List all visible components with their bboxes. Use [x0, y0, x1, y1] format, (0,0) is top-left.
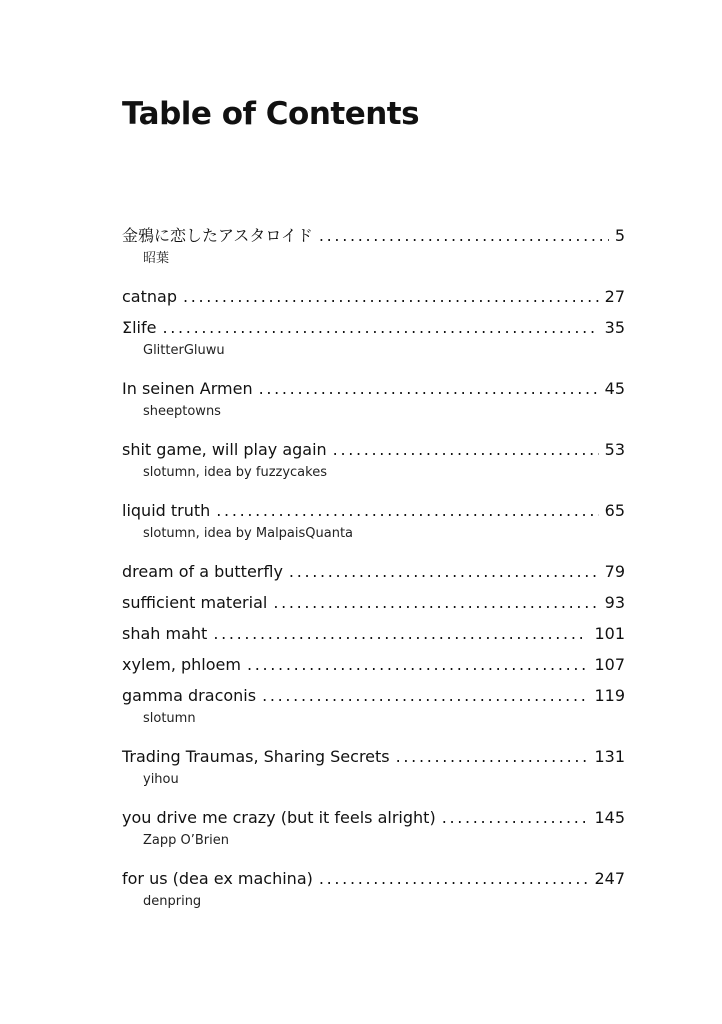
dot-leader [289, 558, 599, 585]
dot-leader [319, 222, 609, 249]
dot-leader [319, 865, 589, 892]
entry-title: for us (dea ex machina) [122, 869, 313, 888]
entry-title: shah maht [122, 624, 208, 643]
toc-entry [122, 497, 625, 544]
dot-leader [333, 436, 599, 463]
page-number: 247 [594, 869, 625, 888]
toc-line[interactable] [122, 558, 625, 585]
toc-entry [122, 314, 625, 361]
toc-line[interactable] [122, 436, 625, 463]
page-number: 119 [594, 686, 625, 705]
dot-leader [216, 497, 598, 524]
toc-entry [122, 620, 625, 647]
toc-line[interactable] [122, 283, 625, 310]
entry-title: xylem, phloem [122, 655, 241, 674]
toc-entry [122, 804, 625, 851]
dot-leader [273, 589, 598, 616]
page-number: 65 [604, 501, 625, 520]
entry-author: GlitterGluwu [143, 343, 225, 358]
dot-leader [213, 620, 588, 647]
toc-line[interactable] [122, 682, 625, 709]
entry-title: liquid truth [122, 501, 211, 520]
page-number: 53 [604, 440, 625, 459]
toc-line[interactable] [122, 314, 625, 341]
entry-title: catnap [122, 287, 177, 306]
toc-entry [122, 589, 625, 616]
entry-title: Σlife [122, 318, 157, 337]
entry-author: 昭葉 [143, 251, 170, 266]
toc-line[interactable] [122, 497, 625, 524]
entry-author: Zapp O’Brien [143, 833, 229, 848]
toc-entry [122, 865, 625, 912]
toc-line[interactable] [122, 620, 625, 647]
toc-entry [122, 651, 625, 678]
toc-entry [122, 743, 625, 790]
toc-entry [122, 682, 625, 729]
page-number: 35 [604, 318, 625, 337]
dot-leader [259, 375, 599, 402]
page-number: 45 [604, 379, 625, 398]
dot-leader [183, 283, 599, 310]
entry-title: shit game, will play again [122, 440, 327, 459]
toc-line[interactable] [122, 222, 625, 249]
toc-line[interactable] [122, 589, 625, 616]
entry-title: In seinen Armen [122, 379, 253, 398]
page-number: 27 [604, 287, 625, 306]
page-number: 93 [604, 593, 625, 612]
dot-leader [262, 682, 588, 709]
page-number: 79 [604, 562, 625, 581]
toc-entry [122, 222, 625, 269]
toc-line[interactable] [122, 375, 625, 402]
toc-entry [122, 375, 625, 422]
page-title: Table of Contents [122, 96, 420, 132]
dot-leader [442, 804, 589, 831]
entry-author: denpring [143, 894, 202, 909]
entry-author: sheeptowns [143, 404, 221, 419]
table-of-contents [122, 222, 625, 912]
entry-author: slotumn, idea by MalpaisQuanta [143, 526, 354, 541]
dot-leader [162, 314, 598, 341]
toc-line[interactable] [122, 743, 625, 770]
toc-entry [122, 283, 625, 310]
entry-author: slotumn, idea by fuzzycakes [143, 465, 327, 480]
entry-title: you drive me crazy (but it feels alright) [122, 808, 436, 827]
page-number: 107 [594, 655, 625, 674]
entry-title: Trading Traumas, Sharing Secrets [122, 747, 390, 766]
page-number: 145 [594, 808, 625, 827]
entry-title: sufficient material [122, 593, 268, 612]
toc-line[interactable] [122, 804, 625, 831]
page-number: 5 [614, 226, 625, 245]
toc-line[interactable] [122, 651, 625, 678]
entry-author: yihou [143, 772, 179, 787]
dot-leader [396, 743, 589, 770]
dot-leader [247, 651, 589, 678]
toc-entry [122, 558, 625, 585]
page-number: 131 [594, 747, 625, 766]
entry-title: dream of a butterfly [122, 562, 283, 581]
entry-title: 金鴉に恋したアスタロイド [122, 226, 313, 245]
entry-title: gamma draconis [122, 686, 257, 705]
toc-entry [122, 436, 625, 483]
page-number: 101 [594, 624, 625, 643]
entry-author: slotumn [143, 711, 196, 726]
toc-line[interactable] [122, 865, 625, 892]
